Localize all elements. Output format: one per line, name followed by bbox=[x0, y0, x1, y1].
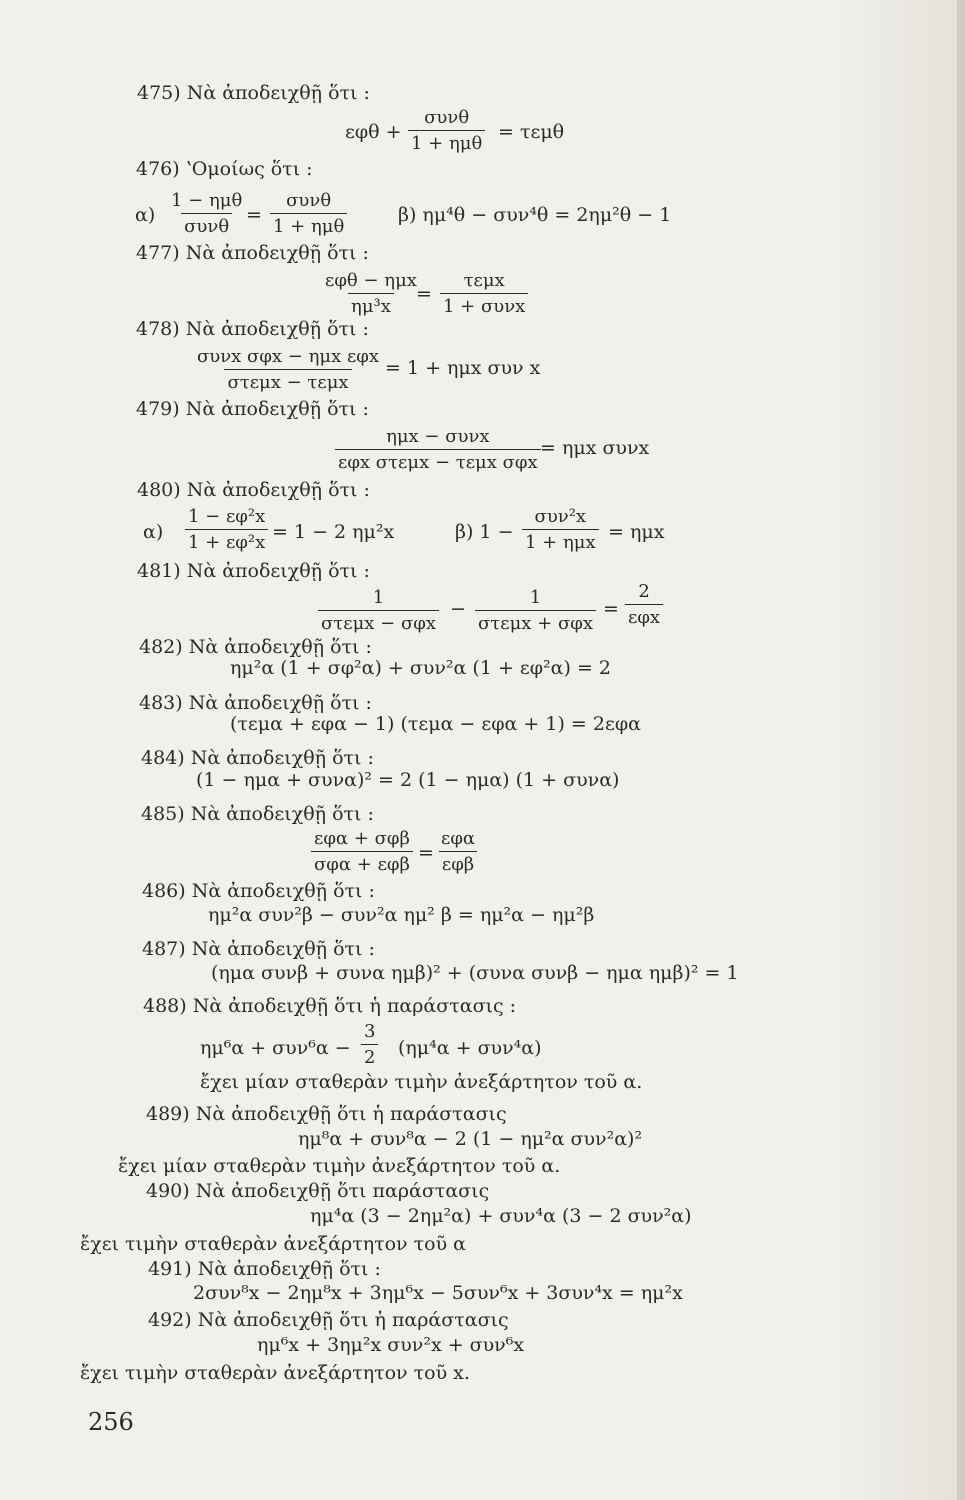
numerator: 3 bbox=[364, 1021, 376, 1042]
problem-480-beta-rhs: = ημx bbox=[608, 521, 665, 543]
numerator: εφα + σφβ bbox=[314, 828, 410, 849]
problem-492-equation: ημ⁶x + 3ημ²x συν²x + συν⁶x bbox=[257, 1334, 525, 1356]
problem-483-label: 483) Νὰ ἀποδειχθῇ ὅτι : bbox=[139, 692, 372, 714]
numerator: τεμx bbox=[463, 270, 505, 291]
problem-489-equation: ημ⁸α + συν⁸α − 2 (1 − ημ²α συν²α)² bbox=[298, 1128, 643, 1150]
problem-477-lhs-fraction bbox=[322, 270, 420, 317]
minus-sign: − bbox=[450, 598, 466, 620]
numerator: συνθ bbox=[424, 107, 470, 128]
denominator: στεμx − σφx bbox=[318, 610, 439, 634]
equals-sign: = bbox=[418, 842, 434, 864]
page-edge bbox=[957, 0, 965, 1500]
problem-484-label: 484) Νὰ ἀποδειχθῇ ὅτι : bbox=[141, 747, 374, 769]
problem-478-fraction bbox=[194, 346, 382, 393]
problem-482-label: 482) Νὰ ἀποδειχθῇ ὅτι : bbox=[139, 636, 372, 658]
numerator: ημx − συνx bbox=[386, 426, 490, 447]
problem-481-label: 481) Νὰ ἀποδειχθῇ ὅτι : bbox=[137, 560, 370, 582]
problem-480-label: 480) Νὰ ἀποδειχθῇ ὅτι : bbox=[137, 479, 370, 501]
problem-485-rhs-fraction bbox=[438, 828, 478, 875]
problem-479-rhs: = ημx συνx bbox=[540, 437, 650, 459]
numerator: 1 bbox=[372, 587, 385, 608]
facing-page-shadow bbox=[835, 0, 965, 1500]
denominator: στεμx − τεμx bbox=[224, 369, 351, 393]
denominator: εφx bbox=[625, 604, 663, 628]
problem-483-equation: (τεμα + εφα − 1) (τεμα − εφα + 1) = 2εφα bbox=[230, 713, 641, 735]
denominator: 1 + ημθ bbox=[408, 130, 485, 154]
denominator: συνθ bbox=[181, 213, 232, 237]
problem-488-equation-right: (ημ⁴α + συν⁴α) bbox=[398, 1037, 542, 1059]
numerator: συνx σφx − ημx εφx bbox=[197, 346, 380, 367]
problem-490-equation: ημ⁴α (3 − 2ημ²α) + συν⁴α (3 − 2 συν²α) bbox=[310, 1205, 692, 1227]
problem-492-conclusion: ἔχει τιμὴν σταθερὰν ἀνεξάρτητον τοῦ x. bbox=[80, 1362, 470, 1384]
problem-480-beta-fraction bbox=[522, 506, 599, 553]
problem-480-alpha-rhs: = 1 − 2 ημ²x bbox=[272, 521, 395, 543]
page-number: 256 bbox=[88, 1408, 134, 1436]
problem-477-rhs-fraction bbox=[440, 270, 528, 317]
problem-488-conclusion: ἔχει μίαν σταθερὰν τιμὴν ἀνεξάρτητον τοῦ α. bbox=[200, 1071, 643, 1093]
numerator: 1 bbox=[529, 587, 542, 608]
problem-478-rhs: = 1 + ημx συν x bbox=[385, 357, 541, 379]
denominator: 1 + ημθ bbox=[270, 213, 347, 237]
denominator: εφx στεμx − τεμx σφx bbox=[335, 449, 541, 473]
problem-476-lhs-fraction bbox=[168, 190, 245, 237]
numerator: συν²x bbox=[534, 506, 587, 527]
problem-476-alpha-tag: α) bbox=[135, 204, 156, 226]
problem-476-label: 476) ʽΟμοίως ὅτι : bbox=[136, 158, 313, 180]
numerator: 1 − ημθ bbox=[171, 190, 243, 211]
problem-477-label: 477) Νὰ ἀποδειχθῇ ὅτι : bbox=[136, 242, 369, 264]
problem-487-equation: (ημα συνβ + συνα ημβ)² + (συνα συνβ − ημα ημβ)² = 1 bbox=[211, 962, 739, 984]
problem-475-lhs: εφθ + bbox=[345, 121, 402, 143]
problem-480-alpha-fraction bbox=[185, 506, 268, 553]
problem-489-conclusion: ἔχει μίαν σταθερὰν τιμὴν ἀνεξάρτητον τοῦ α. bbox=[118, 1155, 561, 1177]
equals-sign: = bbox=[246, 204, 262, 226]
numerator: 1 − εφ²x bbox=[188, 506, 266, 527]
problem-475-fraction bbox=[408, 107, 485, 154]
denominator: εφβ bbox=[439, 851, 477, 875]
problem-488-label: 488) Νὰ ἀποδειχθῇ ὅτι ἡ παράστασις : bbox=[143, 995, 517, 1017]
problem-479-label: 479) Νὰ ἀποδειχθῇ ὅτι : bbox=[136, 398, 369, 420]
problem-481-fraction-3 bbox=[625, 581, 663, 628]
problem-479-fraction bbox=[335, 426, 541, 473]
denominator: 1 + εφ²x bbox=[185, 529, 268, 553]
denominator: 1 + συνx bbox=[440, 293, 528, 317]
problem-475-rhs: = τεμθ bbox=[498, 121, 565, 143]
problem-490-conclusion: ἔχει τιμὴν σταθερὰν ἀνεξάρτητον τοῦ α bbox=[80, 1233, 467, 1255]
denominator: σφα + εφβ bbox=[311, 851, 413, 875]
numerator: 2 bbox=[638, 581, 650, 602]
problem-480-alpha-tag: α) bbox=[143, 521, 164, 543]
problem-476-rhs-fraction bbox=[270, 190, 347, 237]
equals-sign: = bbox=[416, 283, 432, 305]
problem-481-fraction-1 bbox=[318, 587, 439, 634]
problem-481-fraction-2 bbox=[475, 587, 596, 634]
problem-492-label: 492) Νὰ ἀποδειχθῇ ὅτι ἡ παράστασις bbox=[148, 1309, 509, 1331]
problem-482-equation: ημ²α (1 + σφ²α) + συν²α (1 + εφ²α) = 2 bbox=[230, 657, 612, 679]
problem-485-label: 485) Νὰ ἀποδειχθῇ ὅτι : bbox=[141, 803, 374, 825]
equals-sign: = bbox=[603, 598, 619, 620]
problem-484-equation: (1 − ημα + συνα)² = 2 (1 − ημα) (1 + συνα) bbox=[196, 769, 620, 791]
numerator: συνθ bbox=[286, 190, 332, 211]
problem-478-label: 478) Νὰ ἀποδειχθῇ ὅτι : bbox=[136, 318, 369, 340]
problem-490-label: 490) Νὰ ἀποδειχθῇ ὅτι παράστασις bbox=[146, 1180, 490, 1202]
problem-491-equation: 2συν⁸x − 2ημ⁸x + 3ημ⁶x − 5συν⁶x + 3συν⁴x = ημ²x bbox=[193, 1282, 683, 1304]
problem-488-fraction bbox=[361, 1021, 378, 1068]
denominator: στεμx + σφx bbox=[475, 610, 596, 634]
denominator: 1 + ημx bbox=[522, 529, 599, 553]
denominator: ημ³x bbox=[348, 293, 394, 317]
denominator: 2 bbox=[361, 1044, 378, 1068]
problem-485-lhs-fraction bbox=[311, 828, 413, 875]
problem-491-label: 491) Νὰ ἀποδειχθῇ ὅτι : bbox=[148, 1258, 381, 1280]
problem-480-beta-lhs: β) 1 − bbox=[455, 521, 514, 543]
problem-489-label: 489) Νὰ ἀποδειχθῇ ὅτι ἡ παράστασις bbox=[146, 1103, 507, 1125]
problem-475-label: 475) Νὰ ἀποδειχθῇ ὅτι : bbox=[137, 82, 370, 104]
problem-476-beta: β) ημ⁴θ − συν⁴θ = 2ημ²θ − 1 bbox=[398, 204, 672, 226]
problem-486-equation: ημ²α συν²β − συν²α ημ² β = ημ²α − ημ²β bbox=[208, 904, 595, 926]
problem-486-label: 486) Νὰ ἀποδειχθῇ ὅτι : bbox=[142, 880, 375, 902]
problem-488-equation-left: ημ⁶α + συν⁶α − bbox=[200, 1037, 351, 1059]
numerator: εφθ − ημx bbox=[325, 270, 417, 291]
numerator: εφα bbox=[441, 828, 476, 849]
problem-487-label: 487) Νὰ ἀποδειχθῇ ὅτι : bbox=[142, 938, 375, 960]
